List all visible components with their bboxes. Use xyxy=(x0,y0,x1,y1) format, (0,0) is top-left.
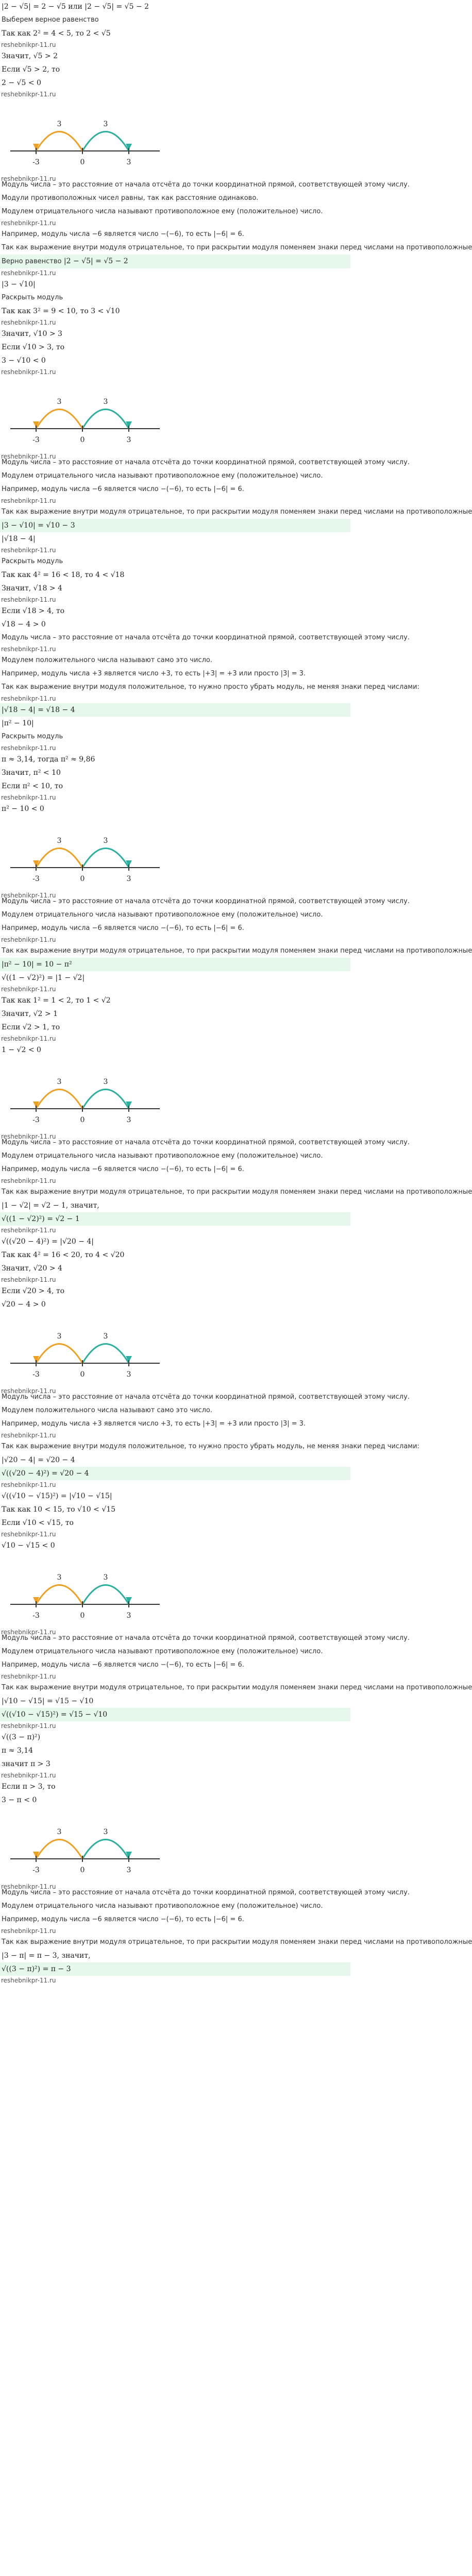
math-line xyxy=(0,779,350,793)
number-line-label: 3 xyxy=(126,1612,131,1620)
line-text: Модуль числа – это расстояние от начала отсчёта до точки координатной прямой, соответствующей этому числу. xyxy=(2,1634,410,1642)
math-line xyxy=(0,76,350,90)
math-line xyxy=(0,1503,350,1516)
answer-line xyxy=(0,1708,350,1721)
number-line-label: 3 xyxy=(126,1370,131,1379)
text-line xyxy=(0,1440,419,1453)
math-line xyxy=(0,753,350,766)
answer-line xyxy=(0,519,350,532)
number-line-label: 3 xyxy=(126,436,131,444)
distance-label: 3 xyxy=(103,1828,108,1836)
line-text: √18 − 4 > 0 xyxy=(2,620,46,629)
line-text: √((√20 − 4)²) = √20 − 4 xyxy=(2,1469,89,1478)
distance-arc-right xyxy=(82,1344,129,1364)
text-line xyxy=(0,1645,350,1658)
math-line xyxy=(0,1235,350,1248)
distance-label: 3 xyxy=(57,1828,62,1836)
watermark-text: reshebnikpr-11.ru xyxy=(1,547,56,554)
line-text: Раскрыть модуль xyxy=(2,294,63,301)
line-text: 3 − π < 0 xyxy=(2,1796,37,1804)
text-line xyxy=(0,228,350,241)
line-text: Если √2 > 1, то xyxy=(2,1023,60,1031)
line-text: Значит, √5 > 2 xyxy=(2,52,58,60)
distance-label: 3 xyxy=(57,1078,62,1086)
line-text: √((√10 − √15)²) = √15 − √10 xyxy=(2,1710,108,1719)
distance-label: 3 xyxy=(57,837,62,845)
watermark-text: reshebnikpr-11.ru xyxy=(1,175,56,182)
line-text: |π² − 10| = 10 − π² xyxy=(2,960,72,969)
line-text: √((1 − √2)²) = |1 − √2| xyxy=(2,974,85,982)
line-text: 3 − √10 < 0 xyxy=(2,357,46,365)
distance-arc-left xyxy=(36,1090,82,1109)
text-line xyxy=(0,681,419,694)
math-line xyxy=(0,1780,350,1793)
line-text: Так как выражение внутри модуля положительное, то нужно просто убрать модуль, не меняя знаки перед числами: xyxy=(2,1443,419,1450)
distance-arc-left xyxy=(36,1585,82,1605)
watermark-text: reshebnikpr-11.ru xyxy=(1,497,56,504)
text-line xyxy=(0,483,350,496)
line-text: Модуль числа – это расстояние от начала отсчёта до точки координатной прямой, соответствующей этому числу. xyxy=(2,1889,410,1896)
text-line xyxy=(0,1404,350,1417)
line-text: √((3 − π)²) = π − 3 xyxy=(2,1965,71,1973)
math-line xyxy=(0,532,350,546)
text-line xyxy=(0,192,350,205)
text-line xyxy=(0,1149,350,1163)
line-text: Так как 2² = 4 < 5, то 2 < √5 xyxy=(2,29,111,38)
text-line xyxy=(0,469,350,483)
line-text: Так как выражение внутри модуля отрицательное, то при раскрытии модуля поменяем знаки перед числами на противоположные xyxy=(2,508,472,516)
distance-label: 3 xyxy=(103,1332,108,1341)
watermark-text: reshebnikpr-11.ru xyxy=(1,1481,56,1488)
line-text: |√20 − 4| = √20 − 4 xyxy=(2,1456,75,1464)
math-line xyxy=(0,1284,350,1298)
number-line-label: -3 xyxy=(32,875,40,883)
distance-arc-left xyxy=(36,132,82,151)
watermark-text: reshebnikpr-11.ru xyxy=(1,1927,56,1935)
distance-arc-left xyxy=(36,1344,82,1364)
number-line-label: 0 xyxy=(80,436,85,444)
line-text: Модуль числа – это расстояние от начала отсчёта до точки координатной прямой, соответствующей этому числу. xyxy=(2,459,410,466)
math-line xyxy=(0,1757,350,1771)
line-text: Модулем положительного числа называют само это число. xyxy=(2,1406,212,1414)
distance-arc-right xyxy=(82,1840,129,1859)
text-line xyxy=(0,291,350,304)
answer-line xyxy=(0,703,350,717)
line-text: √((√20 − 4)²) = |√20 − 4| xyxy=(2,1238,94,1246)
watermark-text: reshebnikpr-11.ru xyxy=(1,794,56,801)
line-text: Модули противоположных чисел равны, так как расстояние одинаково. xyxy=(2,194,259,202)
number-line-diagram xyxy=(0,1555,170,1636)
line-text: Например, модуль числа +3 является число +3, то есть |+3| = +3 или просто |3| = 3. xyxy=(2,670,306,677)
number-line-label: -3 xyxy=(32,1866,40,1874)
math-line xyxy=(0,1949,350,1962)
distance-label: 3 xyxy=(103,398,108,406)
math-line xyxy=(0,0,350,13)
watermark-text: reshebnikpr-11.ru xyxy=(1,1629,56,1636)
watermark-text: reshebnikpr-11.ru xyxy=(1,1387,56,1395)
watermark-text: reshebnikpr-11.ru xyxy=(1,91,56,98)
math-line xyxy=(0,1539,350,1552)
math-line xyxy=(0,1731,350,1744)
text-line xyxy=(0,654,350,667)
math-line xyxy=(0,63,350,76)
line-text: Так как выражение внутри модуля отрицательное, то при раскрытии модуля поменяем знаки перед числами на противоположные xyxy=(2,947,472,955)
distance-arc-right xyxy=(82,849,129,868)
number-line-label: -3 xyxy=(32,436,40,444)
math-line xyxy=(0,27,350,40)
line-text: Например, модуль числа −6 является число −(−6), то есть |−6| = 6. xyxy=(2,230,244,238)
line-text: Значит, √20 > 4 xyxy=(2,1264,62,1273)
line-text: Например, модуль числа +3 является число +3, то есть |+3| = +3 или просто |3| = 3. xyxy=(2,1420,306,1428)
line-text: Модуль числа – это расстояние от начала отсчёта до точки координатной прямой, соответствующей этому числу. xyxy=(2,1393,410,1401)
text-line xyxy=(0,1417,350,1431)
line-text: Так как 4² = 16 < 20, то 4 < √20 xyxy=(2,1251,125,1259)
watermark-text: reshebnikpr-11.ru xyxy=(1,1035,56,1042)
line-text: |√18 − 4| xyxy=(2,535,36,543)
line-text: 1 − √2 < 0 xyxy=(2,1046,41,1054)
line-text: |2 − √5| = 2 − √5 или |2 − √5| = √5 − 2 xyxy=(2,3,149,11)
number-line-label: 3 xyxy=(126,875,131,883)
math-line xyxy=(0,1021,350,1034)
line-text: Если π² < 10, то xyxy=(2,782,63,790)
distance-label: 3 xyxy=(103,1078,108,1086)
distance-label: 3 xyxy=(57,398,62,406)
line-text: π ≈ 3,14 xyxy=(2,1747,33,1755)
number-line-diagram xyxy=(0,1314,170,1395)
answer-line xyxy=(0,1962,350,1976)
line-text: Модуль числа – это расстояние от начала отсчёта до точки координатной прямой, соответствующей этому числу. xyxy=(2,634,410,641)
text-line xyxy=(0,1913,350,1926)
line-text: Так как выражение внутри модуля отрицательное, то при раскрытии модуля поменяем знаки перед числами на противоположные xyxy=(2,244,472,251)
line-text: √((√10 − √15)²) = |√10 − √15| xyxy=(2,1492,112,1500)
distance-arc-right xyxy=(82,1585,129,1605)
text-line xyxy=(0,205,350,218)
watermark-text: reshebnikpr-11.ru xyxy=(1,986,56,993)
line-text: √((3 − π)²) xyxy=(2,1733,41,1741)
watermark-text: reshebnikpr-11.ru xyxy=(1,368,56,376)
line-text: π² − 10 < 0 xyxy=(2,805,44,813)
watermark-text: reshebnikpr-11.ru xyxy=(1,1276,56,1283)
text-line xyxy=(0,922,350,935)
line-text: Так как выражение внутри модуля отрицательное, то при раскрытии модуля поменяем знаки перед числами на противоположные xyxy=(2,1684,472,1691)
line-text: Модулем положительного числа называют само это число. xyxy=(2,656,212,664)
number-line-diagram xyxy=(0,1060,170,1140)
text-line xyxy=(0,13,350,27)
line-text: Так как выражение внутри модуля отрицательное, то при раскрытии модуля поменяем знаки перед числами на противоположные xyxy=(2,1938,472,1946)
line-text: Модуль числа – это расстояние от начала отсчёта до точки координатной прямой, соответствующей этому числу. xyxy=(2,181,410,189)
math-line xyxy=(0,971,350,985)
text-line xyxy=(0,908,350,922)
watermark-text: reshebnikpr-11.ru xyxy=(1,269,56,277)
line-text: Модуль числа – это расстояние от начала отсчёта до точки координатной прямой, соответствующей этому числу. xyxy=(2,1139,410,1146)
text-line xyxy=(0,1681,472,1694)
line-text: Так как 3² = 9 < 10, то 3 < √10 xyxy=(2,307,120,315)
math-line xyxy=(0,304,350,318)
math-line xyxy=(0,568,350,582)
line-text: √10 − √15 < 0 xyxy=(2,1541,55,1550)
math-line xyxy=(0,1298,350,1311)
watermark-text: reshebnikpr-11.ru xyxy=(1,892,56,899)
math-line xyxy=(0,1694,350,1708)
line-text: Если π > 3, то xyxy=(2,1783,56,1791)
math-line xyxy=(0,994,350,1007)
watermark-text: reshebnikpr-11.ru xyxy=(1,319,56,326)
watermark-text: reshebnikpr-11.ru xyxy=(1,1883,56,1890)
distance-label: 3 xyxy=(57,1573,62,1582)
number-line-label: 0 xyxy=(80,1370,85,1379)
text-line xyxy=(0,241,472,255)
distance-arc-right xyxy=(82,1090,129,1109)
line-text: Например, модуль числа −6 является число −(−6), то есть |−6| = 6. xyxy=(2,485,244,493)
watermark-text: reshebnikpr-11.ru xyxy=(1,646,56,653)
math-line xyxy=(0,1043,350,1057)
watermark-text: reshebnikpr-11.ru xyxy=(1,1531,56,1538)
math-line xyxy=(0,717,350,730)
distance-label: 3 xyxy=(57,120,62,128)
math-line xyxy=(0,1248,350,1262)
math-line xyxy=(0,354,350,367)
watermark-text: reshebnikpr-11.ru xyxy=(1,936,56,943)
line-text: |3 − √10| = √10 − 3 xyxy=(2,521,75,530)
math-line xyxy=(0,1262,350,1275)
answer-label: Верно равенство xyxy=(2,258,62,265)
line-text: Так как выражение внутри модуля положительное, то нужно просто убрать модуль, не меняя знаки перед числами: xyxy=(2,683,419,691)
line-text: Если √10 < √15, то xyxy=(2,1519,74,1527)
answer-line xyxy=(0,1212,350,1226)
watermark-text: reshebnikpr-11.ru xyxy=(1,1722,56,1730)
distance-label: 3 xyxy=(103,1573,108,1582)
number-line-label: -3 xyxy=(32,1612,40,1620)
watermark-text: reshebnikpr-11.ru xyxy=(1,1673,56,1680)
watermark-text: reshebnikpr-11.ru xyxy=(1,1227,56,1234)
watermark-text: reshebnikpr-11.ru xyxy=(1,695,56,702)
text-line xyxy=(0,1658,350,1672)
line-text: Так как 10 < 15, то √10 < √15 xyxy=(2,1505,116,1514)
distance-arc-right xyxy=(82,132,129,151)
line-text: 2 − √5 < 0 xyxy=(2,79,41,87)
math-line xyxy=(0,1744,350,1757)
distance-label: 3 xyxy=(103,837,108,845)
distance-arc-left xyxy=(36,849,82,868)
line-text: Так как выражение внутри модуля отрицательное, то при раскрытии модуля поменяем знаки перед числами на противоположные xyxy=(2,1188,472,1196)
distance-arc-left xyxy=(36,1840,82,1859)
math-line xyxy=(0,618,350,631)
distance-arc-right xyxy=(82,410,129,429)
line-text: Например, модуль числа −6 является число −(−6), то есть |−6| = 6. xyxy=(2,1916,244,1923)
text-line xyxy=(0,1936,472,1949)
math-line xyxy=(0,1516,350,1530)
watermark-text: reshebnikpr-11.ru xyxy=(1,1133,56,1140)
number-line-label: 0 xyxy=(80,1866,85,1874)
answer-line xyxy=(0,255,350,268)
line-text: Выберем верное равенство xyxy=(2,16,99,24)
line-text: |π² − 10| xyxy=(2,719,34,727)
line-text: π ≈ 3,14, тогда π² ≈ 9,86 xyxy=(2,755,95,764)
line-text: |3 − √10| xyxy=(2,280,36,289)
watermark-text: reshebnikpr-11.ru xyxy=(1,596,56,603)
text-line xyxy=(0,944,472,958)
math-line xyxy=(0,1453,350,1467)
math-line xyxy=(0,582,350,595)
number-line-label: 3 xyxy=(126,1116,131,1124)
math-line xyxy=(0,1199,350,1212)
math-line xyxy=(0,341,350,354)
text-line xyxy=(0,667,350,681)
answer-line xyxy=(0,1467,350,1480)
text-line xyxy=(0,505,472,519)
line-text: Раскрыть модуль xyxy=(2,733,63,740)
number-line-label: 0 xyxy=(80,158,85,166)
text-line xyxy=(0,1900,350,1913)
line-text: Значит, √10 > 3 xyxy=(2,330,62,338)
math-line xyxy=(0,327,350,341)
line-text: Модулем отрицательного числа называют противоположное ему (положительное) число. xyxy=(2,1648,323,1655)
line-text: Значит, √2 > 1 xyxy=(2,1010,58,1018)
number-line-label: -3 xyxy=(32,1370,40,1379)
line-text: |√18 − 4| = √18 − 4 xyxy=(2,706,75,714)
number-line-label: 0 xyxy=(80,1116,85,1124)
line-text: √((1 − √2)²) = √2 − 1 xyxy=(2,1215,80,1223)
math-line xyxy=(0,278,350,291)
line-text: Так как 4² = 16 < 18, то 4 < √18 xyxy=(2,571,125,579)
distance-arc-left xyxy=(36,410,82,429)
watermark-text: reshebnikpr-11.ru xyxy=(1,744,56,752)
line-text: Например, модуль числа −6 является число −(−6), то есть |−6| = 6. xyxy=(2,924,244,932)
math-line xyxy=(0,1007,350,1021)
line-text: Модуль числа – это расстояние от начала отсчёта до точки координатной прямой, соответствующей этому числу. xyxy=(2,897,410,905)
math-line xyxy=(0,1793,350,1807)
text-line xyxy=(0,555,350,568)
watermark-text: reshebnikpr-11.ru xyxy=(1,1432,56,1439)
number-line-diagram xyxy=(0,102,170,182)
math-line xyxy=(0,1489,350,1503)
line-text: |1 − √2| = √2 − 1, значит, xyxy=(2,1201,99,1210)
line-text: Например, модуль числа −6 является число −(−6), то есть |−6| = 6. xyxy=(2,1165,244,1173)
line-text: |3 − π| = π − 3, значит, xyxy=(2,1952,91,1960)
number-line-label: -3 xyxy=(32,158,40,166)
math-line xyxy=(0,49,350,63)
number-line-label: 0 xyxy=(80,1612,85,1620)
line-text: Модулем отрицательного числа называют противоположное ему (положительное) число. xyxy=(2,1902,323,1910)
line-text: Если √18 > 4, то xyxy=(2,607,65,615)
distance-label: 3 xyxy=(103,120,108,128)
text-line xyxy=(0,1185,472,1199)
watermark-text: reshebnikpr-11.ru xyxy=(1,41,56,48)
line-text: |2 − √5| = √5 − 2 xyxy=(63,257,128,265)
text-line xyxy=(0,730,350,743)
watermark-text: reshebnikpr-11.ru xyxy=(1,1177,56,1184)
math-line xyxy=(0,766,350,779)
math-line xyxy=(0,802,350,816)
line-text: Если √5 > 2, то xyxy=(2,65,60,74)
number-line-label: 3 xyxy=(126,1866,131,1874)
number-line-diagram xyxy=(0,380,170,460)
line-text: Модулем отрицательного числа называют противоположное ему (положительное) число. xyxy=(2,1152,323,1160)
watermark-text: reshebnikpr-11.ru xyxy=(1,1977,56,1984)
line-text: Модулем отрицательного числа называют противоположное ему (положительное) число. xyxy=(2,472,323,480)
line-text: Например, модуль числа −6 является число −(−6), то есть |−6| = 6. xyxy=(2,1661,244,1669)
line-text: Модулем отрицательного числа называют противоположное ему (положительное) число. xyxy=(2,911,323,919)
number-line-label: 0 xyxy=(80,875,85,883)
number-line-diagram xyxy=(0,1810,170,1890)
line-text: Раскрыть модуль xyxy=(2,557,63,565)
line-text: Значит, √18 > 4 xyxy=(2,584,62,592)
line-text: значит π > 3 xyxy=(2,1760,50,1768)
watermark-text: reshebnikpr-11.ru xyxy=(1,219,56,227)
number-line-diagram xyxy=(0,819,170,899)
line-text: Если √10 > 3, то xyxy=(2,343,65,351)
text-line xyxy=(0,631,410,645)
watermark-text: reshebnikpr-11.ru xyxy=(1,453,56,460)
line-text: Значит, π² < 10 xyxy=(2,769,61,777)
watermark-text: reshebnikpr-11.ru xyxy=(1,1772,56,1779)
number-line-label: 3 xyxy=(126,158,131,166)
text-line xyxy=(0,1163,350,1176)
line-text: Если √20 > 4, то xyxy=(2,1287,65,1295)
line-text: |√10 − √15| = √15 − √10 xyxy=(2,1697,94,1705)
answer-line xyxy=(0,958,350,971)
line-text: Так как 1² = 1 < 2, то 1 < √2 xyxy=(2,996,111,1005)
math-line xyxy=(0,604,350,618)
line-text: √20 − 4 > 0 xyxy=(2,1300,46,1309)
line-text: Модулем отрицательного числа называют противоположное ему (положительное) число. xyxy=(2,208,323,215)
number-line-label: -3 xyxy=(32,1116,40,1124)
distance-label: 3 xyxy=(57,1332,62,1341)
